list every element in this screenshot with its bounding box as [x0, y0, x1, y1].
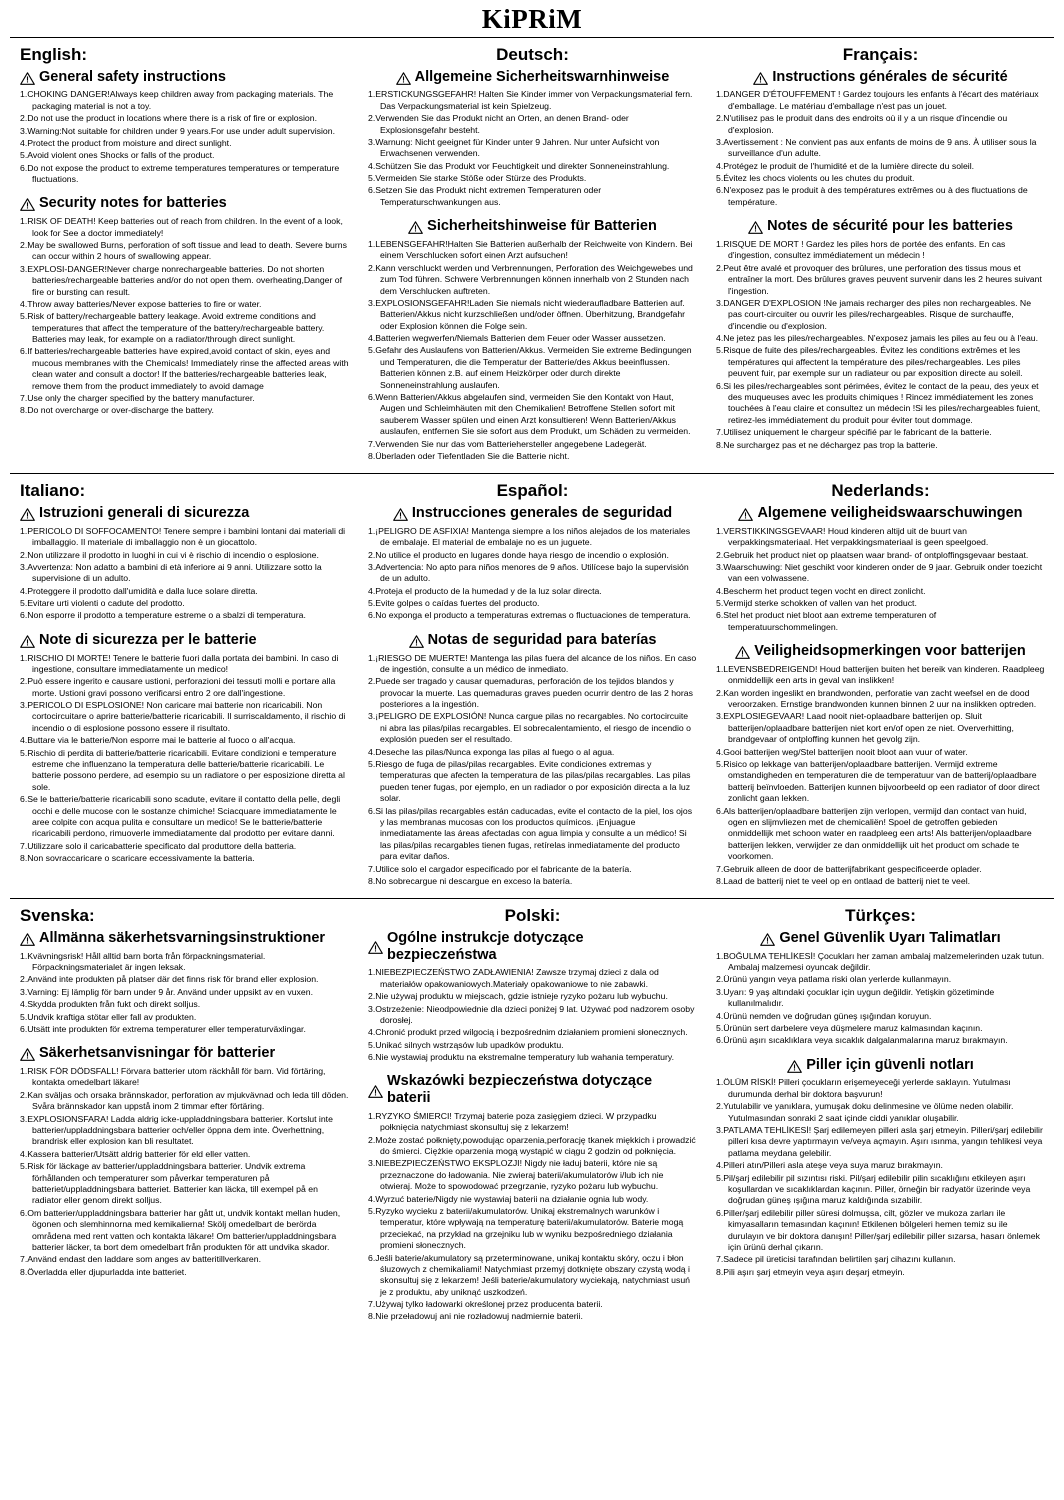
instruction-list: [368, 1111, 697, 1323]
section-heading: [20, 69, 349, 86]
list-item: 1.RISCHIO DI MORTE! Tenere le batterie fuori dalla portata dei bambini. In caso di ingestione, consultare immediatamente un medico!: [20, 652, 339, 674]
list-item: 8.Do not overcharge or over-discharge the battery.: [20, 405, 214, 416]
list-item: 5.Undvik kraftiga stötar eller fall av produkten.: [20, 1011, 197, 1022]
list-item: 6.Si las pilas/pilas recargables están caducadas, evite el contacto de la piel, los ojos y las membranas mucosas con los productos químicos. ¡Enjuague inmediatamente las áreas afectadas con agua limpia y consulte a un médico! Si las pilas/pilas recargables tienen fugas, retírelas inmediatamente del producto para evitar daños.: [368, 805, 693, 862]
list-item: 3.PATLAMA TEHLİKESİ! Şarj edilemeyen pilleri asla şarj etmeyin. Pilleri/şarj edilebilir pilleri kısa devre yaptırmayın ve/veya açmayın. Aşırı ısınma, yangın tehlikesi veya patlama meydana gelebilir.: [716, 1125, 1043, 1158]
warning-triangle-icon: [20, 508, 35, 521]
list-item: 6.Stel het product niet bloot aan extreme temperaturen of temperatuurschommelingen.: [716, 610, 937, 632]
list-item: 3.EXPLOSI-DANGER!Never charge nonrechargeable batteries. Do not shorten batteries/rechargeable batteries and/or do not open them. overheating,Danger of fire or bursting can result.: [20, 263, 343, 297]
list-item: 2.Puede ser tragado y causar quemaduras, perforación de los tejidos blandos y provocar la muerte. Las quemaduras graves pueden ocurrir dentro de las 2 horas posteriores a la ingestión.: [368, 676, 693, 710]
list-item: 1.¡RIESGO DE MUERTE! Mantenga las pilas fuera del alcance de los niños. En caso de ingestión, consulte a un médico de inmediato.: [368, 652, 697, 674]
list-item: 5.Risico op lekkage van batterijen/oplaadbare batterijen. Vermijd extreme omstandigheden en temperaturen die de temperatuur van de batterij/oplaadbare batterij beïnvloeden. Batterijen kunnen bijvoorbeeld op een radiator of door direct zonlicht gaan lekken.: [716, 759, 1040, 804]
list-item: 2.Yutulabilir ve yanıklara, yumuşak doku delinmesine ve ölüme neden olabilir. Yutulmasından sonraki 2 saat içinde ciddi yanıklar oluşabilir.: [716, 1101, 1014, 1123]
warning-triangle-icon: [748, 221, 763, 234]
instruction-list: [716, 89, 1045, 208]
list-item: 2.N'utilisez pas le produit dans des endroits où il y a un risque d'incendie ou d'explosion.: [716, 113, 1008, 135]
list-item: 1.Kvävningsrisk! Håll alltid barn borta från förpackningsmaterial. Förpackningsmaterialet är ingen leksak.: [20, 950, 266, 973]
instruction-list: [368, 526, 697, 622]
language-column: [706, 899, 1054, 1334]
section-heading: [20, 632, 349, 649]
list-item: 8.Überladen oder Tiefentladen Sie die Batterie nicht.: [368, 450, 570, 461]
list-item: 2.Gebruik het product niet op plaatsen waar brand- of ontploffingsgevaar bestaat.: [716, 549, 1029, 560]
section-heading: [716, 1057, 1045, 1074]
instruction-list: [368, 653, 697, 888]
list-item: 4.Ürünü nemden ve doğrudan güneş ışığından koruyun.: [716, 1010, 932, 1021]
language-title: Deutsch:: [496, 45, 569, 64]
list-item: 5.Évitez les chocs violents ou les chutes du produit.: [716, 173, 915, 184]
list-item: 1.DANGER D'ÉTOUFFEMENT ! Gardez toujours les enfants à l'écart des matériaux d'emballage. Le matériau d'emballage n'est pas un jouet.: [716, 89, 1039, 111]
list-item: 3.Warning:Not suitable for children under 9 years.For use under adult supervision.: [20, 125, 336, 136]
list-item: 2.Kann verschluckt werden und Verbrennungen, Perforation des Weichgewebes und zum Tod führen. Schwere Verbrennungen können innerhalb von 2 Stunden nach dem Verschlucken auftreten.: [368, 262, 693, 296]
list-item: 2.Może zostać połknięty,powodując oparzenia,perforację tkanek miękkich i prowadzić do śmierci. Ciężkie oparzenia mogą wystąpić w ciągu 2 godzin od połknięcia.: [368, 1134, 696, 1156]
list-item: 3.Uyarı: 9 yaş altındaki çocuklar için uygun değildir. Yetişkin gözetiminde kullanılmalıdır.: [716, 986, 995, 1009]
list-item: 4.Ne jetez pas les piles/rechargeables. N'exposez jamais les piles au feu ou à l'eau.: [716, 333, 1039, 344]
section-heading-label: Säkerhetsanvisningar för batterier: [39, 1045, 276, 1062]
section-heading-label: Sicherheitshinweise für Batterien: [427, 218, 657, 235]
language-column: [706, 38, 1054, 473]
list-item: 6.Se le batterie/batterie ricaricabili sono scadute, evitare il contatto della pelle, degli occhi e delle mucose con le sostanze chimiche! Sciacquare immediatamente le aree colpite con acqua pulita e consultare un medico! Se le batterie/batterie ricaricabili perdono, rimuoverle immediatamente dal prodotto per evitare danni.: [20, 794, 341, 839]
list-item: 4.Buttare via le batterie/Non esporre mai le batterie al fuoco o all'acqua.: [20, 735, 296, 746]
list-item: 1.RISK OF DEATH! Keep batteries out of reach from children. In the event of a look, look for See a doctor immediately!: [20, 216, 343, 238]
language-column: [706, 474, 1054, 898]
language-band: [10, 474, 1054, 899]
list-item: 4.Throw away batteries/Never expose batteries to fire or water.: [20, 298, 262, 309]
section-heading: [716, 930, 1045, 947]
section-heading-label: Note di sicurezza per le batterie: [39, 631, 257, 648]
list-item: 5.Risk of battery/rechargeable battery leakage. Avoid extreme conditions and temperatures that affect the temperature of the battery/rechargeable battery. Batteries may leak, for example on a radiator/through direct sunlight.: [20, 311, 325, 345]
list-item: 3.NIEBEZPIECZEŃSTWO EKSPLOZJI! Nigdy nie ładuj baterii, które nie są przeznaczone do ładowania. Nie zwieraj baterii/akumulatorów i/lub ich nie otwieraj. Może to spowodować przegrzanie, ryzyko pożaru lub wybuchu.: [368, 1158, 664, 1192]
instruction-list: [20, 1066, 349, 1278]
list-item: 4.Wyrzuć baterie/Nigdy nie wystawiaj baterii na działanie ognia lub wody.: [368, 1193, 649, 1204]
list-item: 5.Evitare urti violenti o cadute del prodotto.: [20, 598, 185, 609]
list-item: 7.Używaj tylko ładowarki określonej przez producenta baterii.: [368, 1299, 603, 1310]
list-item: 1.RISQUE DE MORT ! Gardez les piles hors de portée des enfants. En cas d'ingestion, consultez immédiatement un médecin !: [716, 238, 1006, 261]
warning-triangle-icon: [20, 72, 35, 85]
warning-triangle-icon: [396, 72, 411, 85]
list-item: 5.Vermijd sterke schokken of vallen van het product.: [716, 598, 917, 609]
list-item: 1.PERICOLO DI SOFFOCAMENTO! Tenere sempre i bambini lontani dai materiali di imballaggio. Il materiale di imballaggio non è un giocattolo.: [20, 525, 346, 548]
instruction-list: [20, 216, 349, 417]
list-item: 2.Använd inte produkten på platser där det finns risk för brand eller explosion.: [20, 974, 319, 985]
list-item: 6.Nie wystawiaj produktu na ekstremalne temperatury lub wahania temperatury.: [368, 1052, 674, 1063]
instruction-list: [20, 951, 349, 1036]
list-item: 1.ERSTICKUNGSGEFAHR! Halten Sie Kinder immer von Verpackungsmaterial fern. Das Verpackungsmaterial ist kein Spielzeug.: [368, 89, 693, 111]
list-item: 1.LEVENSBEDREIGEND! Houd batterijen buiten het bereik van kinderen. Raadpleeg onmiddellijk een arts in geval van inslikken!: [716, 663, 1045, 686]
section-heading-label: Allmänna säkerhetsvarningsinstruktioner: [39, 930, 326, 947]
warning-triangle-icon: [753, 72, 768, 85]
warning-triangle-icon: [408, 221, 423, 234]
list-item: 7.Utilice solo el cargador especificado por el fabricante de la batería.: [368, 863, 632, 874]
list-item: 1.¡PELIGRO DE ASFIXIA! Mantenga siempre a los niños alejados de los materiales de embalaje. El material de embalaje no es un juguete.: [368, 525, 691, 548]
list-item: 4.Gooi batterijen weg/Stel batterijen nooit bloot aan vuur of water.: [716, 746, 968, 757]
list-item: 1.RISK FÖR DÖDSFALL! Förvara batterier utom räckhåll för barn. Vid förtäring, kontakta omedelbart läkare!: [20, 1066, 326, 1088]
language-column: [358, 899, 706, 1334]
section-heading-label: Istruzioni generali di sicurezza: [39, 505, 250, 522]
list-item: 2.Non utilizzare il prodotto in luoghi in cui vi è rischio di incendio o esplosione.: [20, 549, 319, 560]
list-item: 5.Risque de fuite des piles/rechargeables. Évitez les conditions extrêmes et les températures qui affectent la température des piles/rechargeables. Les piles peuvent fuir, par exemple sur un radiateur ou par exposition directe au soleil.: [716, 345, 1023, 379]
instruction-list: [716, 664, 1045, 887]
section-heading-label: Security notes for batteries: [39, 195, 227, 212]
instruction-list: [20, 653, 349, 865]
instruction-list: [716, 239, 1045, 451]
list-item: 7.Sadece pil üreticisi tarafından belirtilen şarj cihazını kullanın.: [716, 1254, 956, 1265]
list-item: 5.Gefahr des Auslaufens von Batterien/Akkus. Vermeiden Sie extreme Bedingungen und Temperaturen, die die Temperatur der Batterie/des Akkus beeinflussen. Batterien können z.B. auf einem Heizkörper oder durch direkte Sonneneinstrahlung auslaufen.: [368, 345, 692, 390]
language-column: [10, 899, 358, 1334]
list-item: 3.EXPLOSIEGEVAAR! Laad nooit niet-oplaadbare batterijen op. Sluit batterijen/oplaadbare batterijen niet kort en/of open ze niet. Oververhitting, brandgevaar of ontploffing kunnen het gevolg zijn.: [716, 711, 1014, 745]
section-heading: [716, 643, 1045, 660]
language-grid: [10, 38, 1054, 1334]
list-item: 3.DANGER D'EXPLOSION !Ne jamais recharger des piles non rechargeables. Ne pas court-circuiter ou ouvrir les piles/rechargeables. Risque de surchauffe, d'incendie ou d'explosion.: [716, 297, 1032, 331]
language-title: English:: [20, 45, 88, 64]
list-item: 4.Proteja el producto de la humedad y de la luz solar directa.: [368, 585, 602, 596]
list-item: 3.Ostrzeżenie: Nieodpowiednie dla dzieci poniżej 9 lat. Używać pod nadzorem osoby dorosłej.: [368, 1003, 695, 1025]
section-heading-label: Veiligheidsopmerkingen voor batterijen: [754, 643, 1026, 660]
instruction-list: [20, 526, 349, 622]
warning-triangle-icon: [738, 508, 753, 521]
section-heading: [716, 505, 1045, 522]
section-heading-label: Ogólne instrukcje dotyczące bezpieczeństwa: [387, 930, 584, 963]
section-heading: [368, 69, 697, 86]
list-item: 6.Setzen Sie das Produkt nicht extremen Temperaturen oder Temperaturschwankungen aus.: [368, 185, 602, 207]
section-heading: [368, 930, 697, 963]
list-item: 1.LEBENSGEFAHR!Halten Sie Batterien außerhalb der Reichweite von Kindern. Bei einem Verschlucken sofort einen Arzt aufsuchen!: [368, 238, 693, 261]
list-item: 6.Do not expose the product to extreme temperatures temperatures or temperature fluctuations.: [20, 162, 340, 185]
list-item: 4.Pilleri atın/Pilleri asla ateşe veya suya maruz bırakmayın.: [716, 1160, 943, 1171]
list-item: 8.Ne surchargez pas et ne déchargez pas trop la batterie.: [716, 439, 938, 450]
language-title: Nederlands:: [831, 481, 930, 501]
list-item: 5.Evite golpes o caídas fuertes del producto.: [368, 598, 540, 609]
section-heading: [368, 505, 697, 522]
section-gap: [368, 1064, 697, 1069]
list-item: 2.Ürünü yangın veya patlama riski olan yerlerde kullanmayın.: [716, 974, 952, 985]
list-item: 5.Unikać silnych wstrząsów lub upadków produktu.: [368, 1039, 564, 1050]
warning-triangle-icon: [787, 1060, 802, 1073]
list-item: 2.Kan sväljas och orsaka brännskador, perforation av mjukvävnad och leda till döden. Svåra brännskador kan uppstå inom 2 timmar efter förtäring.: [20, 1089, 349, 1112]
list-item: 1.CHOKING DANGER!Always keep children away from packaging materials. The packaging material is not a toy.: [20, 89, 334, 111]
instruction-list: [368, 239, 697, 462]
list-item: 6.Piller/şarj edilebilir piller süresi dolmuşsa, cilt, gözler ve mukoza zarları ile kimyasalların temasından kaçının! Etkilenen bölgeleri hemen temiz su ile durulayın ve bir doktora danışın! Piller/şarj edilebilir piller sızarsa, hasarı önlemek için ürünü derhal çıkarın.: [716, 1207, 1040, 1252]
list-item: 8.Nie przeładowuj ani nie rozładowuj nadmiernie baterii.: [368, 1311, 583, 1322]
list-item: 5.Riesgo de fuga de pilas/pilas recargables. Evite condiciones extremas y temperaturas que afecten la temperatura de las pilas/pilas recargables. Las pilas pueden tener fugas, por ejemplo, en un radiador o por exposición directa a la luz solar.: [368, 759, 691, 804]
language-column: [358, 38, 706, 473]
list-item: 4.Protégez le produit de l'humidité et de la lumière directe du soleil.: [716, 160, 975, 171]
list-item: 2.Può essere ingerito e causare ustioni, perforazioni dei tessuti molli e portare alla morte. Ustioni gravi possono verificarsi entro 2 ore dall'ingestione.: [20, 676, 336, 698]
list-item: 3.Warnung: Nicht geeignet für Kinder unter 9 Jahren. Nur unter Aufsicht von Erwachsenen verwenden.: [368, 136, 660, 159]
list-item: 7.Utilizzare solo il caricabatterie specificato dal produttore della batteria.: [20, 840, 297, 851]
language-column: [10, 474, 358, 898]
list-item: 7.Use only the charger specified by the battery manufacturer.: [20, 393, 255, 404]
list-item: 6.If batteries/rechargeable batteries have expired,avoid contact of skin, eyes and mucous membranes with the Chemicals! Immediately rinse the affected areas with clean water and consult a doctor! If the batteries/rechargeable batteries leak, remove them from the product immediately to avoid damage: [20, 346, 349, 391]
language-column: [10, 38, 358, 473]
warning-triangle-icon: [368, 941, 383, 954]
list-item: 2.Kan worden ingeslikt en brandwonden, perforatie van zacht weefsel en de dood veroorzaken. Ernstige brandwonden kunnen binnen 2 uur na inslikken optreden.: [716, 687, 1037, 710]
brand-logo: KiPRiM: [481, 4, 583, 34]
language-band: [10, 38, 1054, 474]
section-heading: [368, 218, 697, 235]
list-item: 1.VERSTIKKINGSGEVAAR! Houd kinderen altijd uit de buurt van verpakkingsmateriaal. Het verpakkingsmateriaal is geen speelgoed.: [716, 525, 989, 548]
section-gap: [368, 623, 697, 628]
section-gap: [716, 209, 1045, 214]
list-item: 6.Non esporre il prodotto a temperature estreme o a sbalzi di temperatura.: [20, 610, 306, 621]
list-item: 7.Verwenden Sie nur das vom Batteriehersteller angegebene Ladegerät.: [368, 438, 647, 449]
list-item: 3.EXPLOSIONSFARA! Ladda aldrig icke-uppladdningsbara batterier. Kortslut inte batterier/uppladdningsbara batterier och/eller öppna dem inte. Överhettning, brandrisk eller explosion kan bli resultatet.: [20, 1113, 333, 1147]
warning-triangle-icon: [20, 198, 35, 211]
list-item: 7.Utilisez uniquement le chargeur spécifié par le fabricant de la batterie.: [716, 427, 992, 438]
instruction-list: [20, 89, 349, 185]
section-heading: [368, 632, 697, 649]
list-item: 5.Vermeiden Sie starke Stöße oder Stürze des Produkts.: [368, 173, 587, 184]
language-column: [358, 474, 706, 898]
section-heading: [20, 195, 349, 212]
list-item: 6.Jeśli baterie/akumulatory są przeterminowane, unikaj kontaktu skóry, oczu i błon śluzowych z chemikaliami! Natychmiast przemyj dotknięte obszary czystą wodą i skonsultuj się z lekarzem! Jeśli baterie/akumulatory wyciekają, natychmiast usuń je z produktu, aby uniknąć uszkodzeń.: [368, 1252, 690, 1297]
list-item: 4.Schützen Sie das Produkt vor Feuchtigkeit und direkter Sonneneinstrahlung.: [368, 160, 670, 171]
list-item: 3.Varning: Ej lämplig för barn under 9 år. Använd under uppsikt av en vuxen.: [20, 986, 313, 997]
language-title: Français:: [842, 45, 919, 64]
list-item: 2.Verwenden Sie das Produkt nicht an Orten, an denen Brand- oder Explosionsgefahr besteht.: [368, 113, 629, 135]
warning-triangle-icon: [368, 1085, 383, 1098]
warning-triangle-icon: [20, 933, 35, 946]
list-item: 4.Proteggere il prodotto dall'umidità e dalla luce solare diretta.: [20, 585, 258, 596]
section-gap: [368, 209, 697, 214]
section-heading: [716, 69, 1045, 86]
list-item: 1.RYZYKO ŚMIERCI! Trzymaj baterie poza zasięgiem dzieci. W przypadku połknięcia natychmiast skonsultuj się z lekarzem!: [368, 1110, 657, 1133]
language-title: Polski:: [504, 906, 561, 926]
section-heading: [20, 505, 349, 522]
list-item: 6.Utsätt inte produkten för extrema temperaturer eller temperaturväxlingar.: [20, 1024, 306, 1035]
section-heading-label: Notes de sécurité pour les batteries: [767, 218, 1013, 235]
list-item: 1.BOĞULMA TEHLİKESİ! Çocukları her zaman ambalaj malzemelerinden uzak tutun. Ambalaj malzemesi oyuncak değildir.: [716, 950, 1045, 973]
list-item: 6.No exponga el producto a temperaturas extremas o fluctuaciones de temperatura.: [368, 610, 691, 621]
language-band: [10, 899, 1054, 1334]
list-item: 5.Risk för läckage av batterier/uppladdningsbara batterier. Undvik extrema förhållanden och temperaturer som påverkar temperaturen på batteriet/uppladdningsbara batteriet. Batterier kan läcka, till exempel på en radiator eller genom direkt solljus.: [20, 1161, 318, 1206]
warning-triangle-icon: [20, 635, 35, 648]
list-item: 3.¡PELIGRO DE EXPLOSIÓN! Nunca cargue pilas no recargables. No cortocircuite ni abra las pilas/pilas recargables. El sobrecalentamiento, el riesgo de incendio o explosión pueden ser el resultado.: [368, 711, 691, 745]
section-heading: [368, 1073, 697, 1106]
section-gap: [20, 186, 349, 191]
list-item: 3.Avvertenza: Non adatto a bambini di età inferiore ai 9 anni. Utilizzare sotto la supervisione di un adulto.: [20, 561, 322, 584]
list-item: 5.Pil/şarj edilebilir pil sızıntısı riski. Pil/şarj edilebilir pilin sıcaklığını etkileyen aşırı koşullardan ve sıcaklıklardan kaçının. Piller, örneğin bir radyatör üzerinde veya doğrudan güneş ışığına maruz kaldığında sızabilir.: [716, 1172, 1031, 1206]
list-item: 3.PERICOLO DI ESPLOSIONE! Non caricare mai batterie non ricaricabili. Non cortocircuitare o aprire batterie/batterie ricaricabili. Il surriscaldamento, il rischio di incendio o di esplosione possono essere il risultato.: [20, 700, 346, 733]
warning-triangle-icon: [760, 933, 775, 946]
list-item: 3.EXPLOSIONSGEFAHR!Laden Sie niemals nicht wiederaufladbare Batterien auf. Batterien/Akkus nicht kurzschließen und/oder öffnen. Überhitzung, Brandgefahr oder Explosion können die Folge sein.: [368, 297, 686, 331]
section-gap: [716, 1048, 1045, 1053]
warning-triangle-icon: [20, 1048, 35, 1061]
section-heading-label: Wskazówki bezpieczeństwa dotyczące baterii: [387, 1073, 653, 1107]
instruction-list: [716, 951, 1045, 1047]
section-heading-label: General safety instructions: [39, 68, 226, 85]
warning-triangle-icon: [735, 646, 750, 659]
section-heading: [716, 218, 1045, 235]
list-item: 4.Batterien wegwerfen/Niemals Batterien dem Feuer oder Wasser aussetzen.: [368, 333, 666, 344]
list-item: 8.Överladda eller djupurladda inte batteriet.: [20, 1266, 187, 1277]
list-item: 4.Chronić produkt przed wilgocią i bezpośrednim działaniem promieni słonecznych.: [368, 1027, 688, 1038]
list-item: 5.Rischio di perdita di batterie/batterie ricaricabili. Evitare condizioni e temperature estreme che influenzano la temperatura delle batterie/batterie ricaricabili. Le batterie possono perdere, ad esempio su un radiatore o per esposizione diretta al sole.: [20, 747, 345, 792]
list-item: 5.Ryzyko wycieku z baterii/akumulatorów. Unikaj ekstremalnych warunków i temperatur, które wpływają na temperaturę baterii/akumulatorów. Baterie mogą przeciekać, na przykład na grzejniku lub w wyniku bezpośredniego działania promieni słonecznych.: [368, 1205, 684, 1251]
list-item: 7.Använd endast den laddare som anges av batteritillverkaren.: [20, 1254, 261, 1265]
list-item: 6.Om batterier/uppladdningsbara batterier har gått ut, undvik kontakt mellan huden, ögonen och slemhinnorna med kemikalierna! Skölj omedelbart de berörda områdena med rent vatten och kontakta läkare! Om batterier/uppladdningsbara batterier läcker, ta bort dem omedelbart från produkten för att undvika skador.: [20, 1207, 341, 1252]
section-gap: [716, 634, 1045, 639]
list-item: 4.Protect the product from moisture and direct sunlight.: [20, 137, 232, 148]
list-item: 2.May be swallowed Burns, perforation of soft tissue and lead to death. Severe burns can occur within 2 hours of swallowing appear.: [20, 239, 347, 262]
language-title: Español:: [496, 481, 569, 501]
list-item: 4.Bescherm het product tegen vocht en direct zonlicht.: [716, 585, 926, 596]
language-title: Italiano:: [20, 481, 86, 501]
list-item: 4.Skydda produkten från fukt och direkt solljus.: [20, 999, 201, 1010]
list-item: 6.N'exposez pas le produit à des températures extrêmes ou à des fluctuations de température.: [716, 185, 1028, 207]
instruction-list: [368, 89, 697, 208]
instruction-list: [368, 967, 697, 1063]
section-gap: [20, 623, 349, 628]
list-item: 5.Avoid violent ones Shocks or falls of the product.: [20, 150, 215, 161]
list-item: 2.Do not use the product in locations where there is a risk of fire or explosion.: [20, 113, 317, 124]
language-title: Türkçes:: [845, 906, 916, 926]
list-item: 2.No utilice el producto en lugares donde haya riesgo de incendio o explosión.: [368, 549, 669, 560]
list-item: 8.No sobrecargue ni descargue en exceso la batería.: [368, 875, 573, 886]
instruction-list: [716, 1077, 1045, 1278]
list-item: 1.NIEBEZPIECZEŃSTWO ZADŁAWIENIA! Zawsze trzymaj dzieci z dala od materiałów opakowaniowych.Materiały opakowaniowe to nie zabawki.: [368, 967, 659, 989]
list-item: 8.Non sovraccaricare o scaricare eccessivamente la batteria.: [20, 853, 255, 864]
list-item: 8.Pili aşırı şarj etmeyin veya aşırı deşarj etmeyin.: [716, 1266, 905, 1277]
list-item: 1.ÖLÜM RİSKİ! Pilleri çocukların erişemeyeceği yerlerde saklayın. Yutulması durumunda derhal bir doktora başvurun!: [716, 1077, 1011, 1099]
section-gap: [20, 1036, 349, 1041]
list-item: 7.Gebruik alleen de door de batterijfabrikant gespecificeerde oplader.: [716, 863, 982, 874]
list-item: 3.Waarschuwing: Niet geschikt voor kinderen onder de 9 jaar. Gebruik onder toezicht van een volwassene.: [716, 561, 1043, 584]
language-title: Svenska:: [20, 906, 95, 926]
list-item: 6.Als batterijen/oplaadbare batterijen zijn verlopen, vermijd dan contact van huid, ogen en slijmvliezen met de chemicaliën! Spoel de getroffen gebieden onmiddellijk met schoon water en raadpleeg een arts! Als batterijen/oplaadbare batterijen lekken, verwijder ze dan onmiddellijk uit het product om schade te voorkomen.: [716, 805, 1032, 862]
instruction-list: [716, 526, 1045, 634]
section-heading-label: Notas de seguridad para baterías: [427, 631, 657, 648]
warning-triangle-icon: [393, 508, 408, 521]
list-item: 3.Advertencia: No apto para niños menores de 9 años. Utilícese bajo la supervisión de un adulto.: [368, 561, 689, 584]
list-item: 2.Peut être avalé et provoquer des brûlures, une perforation des tissus mous et entraîner la mort. Des brûlures graves peuvent survenir dans les 2 heures suivant l'ingestion.: [716, 262, 1042, 296]
list-item: 4.Kassera batterier/Utsätt aldrig batterier för eld eller vatten.: [20, 1148, 251, 1159]
list-item: 3.Avertissement : Ne convient pas aux enfants de moins de 9 ans. À utiliser sous la surveillance d'un adulte.: [716, 136, 1037, 159]
warning-triangle-icon: [409, 635, 424, 648]
section-heading-label: Instrucciones generales de seguridad: [411, 505, 673, 522]
section-heading-label: Allgemeine Sicherheitswarnhinweise: [414, 68, 670, 85]
list-item: 6.Ürünü aşırı sıcaklıklara veya sıcaklık dalgalanmalarına maruz bırakmayın.: [716, 1035, 1008, 1046]
section-heading-label: Genel Güvenlik Uyarı Talimatları: [779, 930, 1001, 947]
section-heading: [20, 930, 349, 947]
section-heading-label: Piller için güvenli notları: [806, 1056, 974, 1073]
section-heading: [20, 1045, 349, 1062]
section-heading-label: Algemene veiligheidswaarschuwingen: [757, 505, 1023, 522]
list-item: 2.Nie używaj produktu w miejscach, gdzie istnieje ryzyko pożaru lub wybuchu.: [368, 991, 668, 1002]
list-item: 4.Deseche las pilas/Nunca exponga las pilas al fuego o al agua.: [368, 746, 615, 757]
list-item: 5.Ürünün sert darbelere veya düşmelere maruz kalmasından kaçının.: [716, 1023, 983, 1034]
list-item: 6.Si les piles/rechargeables sont périmées, évitez le contact de la peau, des yeux et des muqueuses avec les produits chimiques ! Rincez immédiatement les zones touchées à l'eau claire et consultez un médecin !Si les piles/rechargeables fuient, retirez-les immédiatement du produit pour éviter tout dommage.: [716, 380, 1041, 425]
list-item: 6.Wenn Batterien/Akkus abgelaufen sind, vermeiden Sie den Kontakt von Haut, Augen und Schleimhäuten mit den Chemikalien! Betroffene Stellen sofort mit sauberem Wasser spülen und einen Arzt konsultieren! Wenn Batterien/Akkus auslaufen, entfernen Sie sie sofort aus dem Produkt, um Schäden zu vermeiden.: [368, 392, 691, 437]
section-heading-label: Instructions générales de sécurité: [772, 68, 1008, 85]
list-item: 8.Laad de batterij niet te veel op en ontlaad de batterij niet te veel.: [716, 875, 971, 886]
